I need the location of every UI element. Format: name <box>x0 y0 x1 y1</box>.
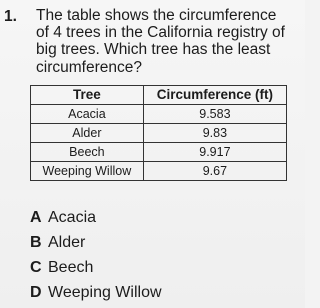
tree-name-cell: Weeping Willow <box>31 162 144 181</box>
tree-name-cell: Acacia <box>31 105 144 124</box>
table-row <box>31 105 287 124</box>
choice-text: Alder <box>48 233 86 251</box>
choice-letter: A <box>30 208 42 226</box>
circumference-cell: 9.83 <box>143 124 286 143</box>
circumference-cell: 9.67 <box>143 162 286 181</box>
question-line-4: circumference? <box>36 58 142 76</box>
question-line-1: The table shows the circumference <box>36 7 277 24</box>
choice-c[interactable] <box>30 255 280 280</box>
question-text <box>36 7 298 76</box>
table-header-row <box>31 86 287 105</box>
choice-letter: B <box>30 233 42 251</box>
answer-choices <box>30 205 280 305</box>
choice-b[interactable] <box>30 230 280 255</box>
tree-name-cell: Alder <box>31 124 144 143</box>
choice-text: Beech <box>48 258 94 276</box>
choice-text: Weeping Willow <box>48 283 162 301</box>
table-row <box>31 162 287 181</box>
tree-circumference-table <box>30 85 287 181</box>
tree-column-header: Tree <box>31 86 144 105</box>
tree-name-cell: Beech <box>31 143 144 162</box>
circumference-cell: 9.583 <box>143 105 286 124</box>
question-number: 1. <box>4 8 17 25</box>
circumference-column-header: Circumference (ft) <box>143 86 286 105</box>
table-row <box>31 143 287 162</box>
table-header <box>31 86 287 105</box>
choice-d[interactable] <box>30 280 280 305</box>
choice-a[interactable] <box>30 205 280 230</box>
choice-text: Acacia <box>48 208 97 226</box>
question-line-2: of 4 trees in the California registry of <box>36 24 285 42</box>
table-body <box>31 105 287 181</box>
choice-letter: D <box>30 283 42 301</box>
choice-letter: C <box>30 258 42 276</box>
question-line-3: big trees. Which tree has the least <box>36 41 271 59</box>
table-row <box>31 124 287 143</box>
circumference-cell: 9.917 <box>143 143 286 162</box>
